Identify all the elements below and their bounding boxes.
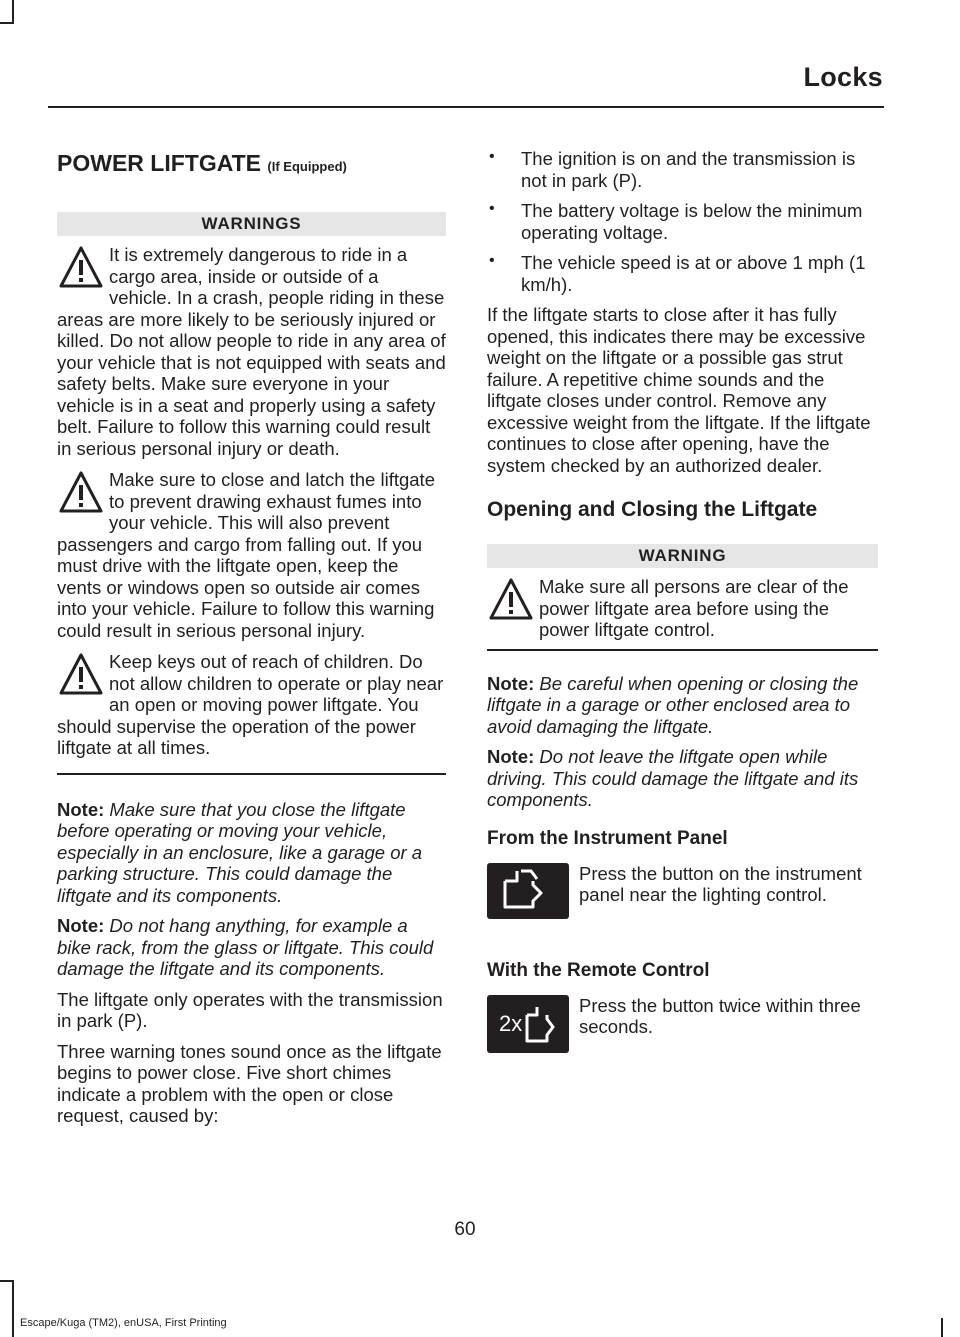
note-text: Be careful when opening or closing the liftgate in a garage or other enclosed area to avoid damaging the liftgate. <box>487 672 859 737</box>
crop-mark <box>0 1280 14 1282</box>
remote-control <box>487 995 878 1087</box>
left-column <box>57 140 446 1127</box>
bullet-dot: • <box>489 148 495 165</box>
warning-triangle-icon <box>57 651 107 709</box>
warning-text: Make sure all persons are clear of the power liftgate area before using the power liftgate control. <box>539 576 849 640</box>
bullet-text: The ignition is on and the transmission is not in park (P). <box>521 148 856 191</box>
remote-control-text: Press the button twice within three seconds. <box>579 994 861 1037</box>
crop-mark <box>941 1318 943 1337</box>
bullet-text: The battery voltage is below the minimum operating voltage. <box>521 200 863 243</box>
section-title <box>57 148 446 182</box>
page-title: Locks <box>803 62 883 92</box>
note-text: Do not hang anything, for example a bike rack, from the glass or liftgate. This could damage the liftgate and its components. <box>57 915 434 979</box>
instrument-panel-text: Press the button on the instrument panel near the lighting control. <box>579 862 862 905</box>
warning-text: It is extremely dangerous to ride in a cargo area, inside or outside of a vehicle. In a crash, people riding in these areas are more likely to be seriously injured or killed. Do not allow people to ride in any area of your vehicle that is not equipped with seats and safety belts. Make sure everyone in your vehicle is in a seat and properly using a safety belt. Failure to follow this warning could result in serious personal injury or death. <box>57 244 446 459</box>
instrument-panel-control <box>487 863 878 957</box>
note-text: Do not leave the liftgate open while driving. This could damage the liftgate and its components. <box>487 746 859 810</box>
paragraph: The liftgate only operates with the transmission in park (P). <box>57 988 443 1031</box>
warnings-header: WARNINGS <box>57 212 446 236</box>
note <box>57 915 446 980</box>
bullet-text: The vehicle speed is at or above 1 mph (1 km/h). <box>521 252 866 295</box>
note-text: Make sure that you close the liftgate before operating or moving your vehicle, especially in an enclosure, like a garage or a parking structure. This could damage the liftgate and its components. <box>57 798 423 906</box>
note <box>487 673 878 738</box>
warnings-divider <box>57 773 446 775</box>
crop-mark <box>12 1280 14 1337</box>
warning-text: Keep keys out of reach of children. Do not allow children to operate or play near an open or moving power liftgate. You should supervise the operation of the power liftgate at all times. <box>57 651 444 758</box>
warning-triangle-icon <box>57 469 107 527</box>
bullet-item <box>487 252 878 295</box>
note <box>487 746 878 811</box>
note-label: Note: <box>487 746 535 767</box>
warning-triangle-icon <box>487 576 537 634</box>
bullet-item <box>487 200 878 243</box>
note-label: Note: <box>57 915 105 936</box>
crop-mark <box>12 0 14 22</box>
note-label: Note: <box>57 798 105 820</box>
paragraph: If the liftgate starts to close after it has fully opened, this indicates there may be excessive weight on the liftgate or a possible gas strut failure. A repetitive chime sounds and the liftgate closes under control. Remove any excessive weight from the liftgate. If the liftgate continues to close after opening, have the system checked by an authorized dealer. <box>487 304 871 476</box>
subsection-title: Opening and Closing the Liftgate <box>487 498 818 521</box>
warning-item <box>57 244 446 459</box>
section-title-text: POWER LIFTGATE <box>57 150 262 176</box>
header-divider <box>48 106 884 108</box>
bullet-dot: • <box>489 200 495 217</box>
warning-triangle-icon <box>57 244 107 302</box>
liftgate-2x-icon <box>487 995 569 1053</box>
right-column <box>487 148 878 1087</box>
note-label: Note: <box>487 672 535 694</box>
note <box>57 799 446 907</box>
bullet-item <box>487 148 878 191</box>
instrument-panel-title: From the Instrument Panel <box>487 827 728 849</box>
crop-mark <box>0 22 14 24</box>
remote-icon-label: 2x <box>499 1010 523 1036</box>
warning-text: Make sure to close and latch the liftgate to prevent drawing exhaust fumes into your vehicle. This will also prevent passengers and cargo from falling out. If you must drive with the liftgate open, keep the vents or windows open so outside air comes into your vehicle. Failure to follow this warning could result in serious personal injury. <box>57 469 435 641</box>
footer-text: Escape/Kuga (TM2), enUSA, First Printing <box>20 1317 227 1329</box>
page-number: 60 <box>454 1219 476 1240</box>
bullet-dot: • <box>489 252 495 269</box>
liftgate-icon <box>487 863 569 919</box>
paragraph: Three warning tones sound once as the liftgate begins to power close. Five short chimes indicate a problem with the open or close request, caused by: <box>57 1040 442 1126</box>
section-title-suffix: (If Equipped) <box>267 159 347 174</box>
warning-item <box>57 651 446 759</box>
remote-control-title: With the Remote Control <box>487 959 710 981</box>
warning-item <box>487 576 878 641</box>
warning-header: WARNING <box>487 544 878 568</box>
warning-item <box>57 469 446 641</box>
warning-divider <box>487 649 878 651</box>
